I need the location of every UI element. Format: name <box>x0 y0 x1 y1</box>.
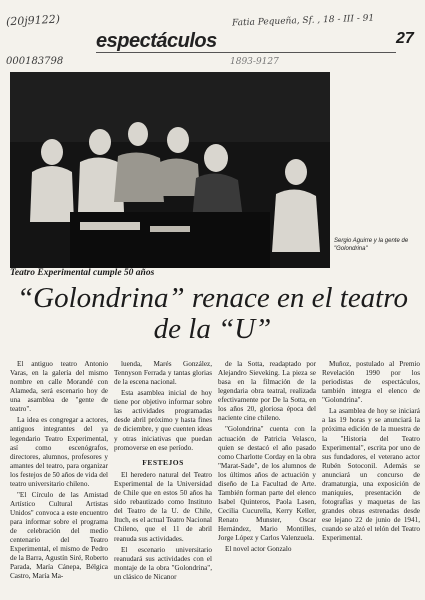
paragraph: Muñoz, postulado al Premio Revelación 1990 por los periodistas de espectáculos, también integra el elenco de "Golondrina". <box>322 360 420 405</box>
handwritten-reference: (20j9122) <box>5 12 61 29</box>
archive-stamp: 1893-9127 <box>230 57 279 67</box>
article-column-1 <box>10 360 108 596</box>
group-photo <box>10 72 330 268</box>
paragraph: "Golondrina" cuenta con la actuación de Patricia Velasco, quien se destacó el año pasado como Charlotte Corday en la obra "Marat-Sade", de los alumnos de los últimos años de actuación y diseño de La Facultad de Arte. También forman parte del elenco Isabel Quinteros, Paola Lasen, Cecilia Cucurella, Kerry Keller, Renato Munster, Oscar Hernández, Mario Montilles, Jorge López y Carlos Valenzuela. <box>218 425 316 543</box>
paragraph: El novel actor Gonzalo <box>225 545 292 554</box>
paragraph: "El Círculo de las Amistad Artístico Cultural Artistas Unidos" convoca a este encuentro para informar sobre el programa de celebración del medio centenario del Teatro Experimental, el mismo de Pedro de la Barra, Agustín Siré, Roberto Parada, María Cánepa, Bélgica Castro, María Ma- <box>10 490 108 581</box>
archive-code: 000183798 <box>6 56 64 67</box>
photo-side-caption: Sergio Aguirre y la gente de "Golondrina" <box>334 238 409 252</box>
photo-caption: Teatro Experimental cumple 50 años <box>10 268 155 278</box>
photo-illustration <box>10 72 330 268</box>
section-title: espectáculos <box>96 30 217 52</box>
header-rule <box>96 52 396 53</box>
article-column-3 <box>218 360 316 596</box>
paragraph: La asamblea de hoy se iniciará a las 19 horas y se anunciará la próxima edición de la muestra de la "Historia del Teatro Experimental", escrita por uno de sus fundadores, el veterano actor Rubén Sotoconil. Además se anunciará un concurso de dramaturgia, una exposición de maniquíes, presentación de fotografías y maquetas de las grandes obras estrenadas desde ese lejano 22 de junio de 1941, cuando se alzó el telón del Teatro Experimental. <box>322 407 420 543</box>
handwritten-source-note: Fatia Pequeña, Sf. , 18 - III - 91 <box>231 13 375 29</box>
paragraph: La idea es congregar a actores, antiguos integrantes del ya legendario Teatro Experimental, así como escenógrafos, directores, alumnos, profesores y amantes del teatro, para organizar los festejos de 50 años de vida del teatro universitario chileno. <box>10 416 109 488</box>
paragraph: El heredero natural del Teatro Experimental de la Universidad de Chile que en estos 50 años ha sido rebautizado como Instituto del Teatro de la U. de Chile, Ituch, es el actual Teatro Nacional Chileno, que el 11 de abril reanuda sus actividades. <box>114 471 212 543</box>
paragraph: El escenario universitario reanudará sus actividades con el montaje de la obra "Golondrina", un clásico de Nicanor <box>114 545 212 581</box>
paragraph: luenda, Marés González, Tennyson Ferrada y tantas glorias de la escena nacional. <box>114 360 212 387</box>
paragraph: de la Sotta, readaptado por Alejandro Sieveking. La pieza se basa en la filmación de la legendaria obra teatral, realizada efectivamente por De la Sotta, en los años 20, gloriosa época del naciente cine chileno. <box>218 360 316 423</box>
subheading: FESTEJOS <box>142 457 184 467</box>
article-body <box>10 360 420 596</box>
paragraph: Esta asamblea inicial de hoy tiene por objetivo informar sobre las actividades programadas desde abril próximo y hasta fines de diciembre, y que cuenten ideas y otras iniciativas que puedan promoverse en ese período. <box>114 389 212 452</box>
paragraph: El antiguo teatro Antonio Varas, en la galería del mismo nombre en calle Morandé con Alameda, será escenario hoy de una asamblea de "gente de teatro". <box>10 360 108 414</box>
page-number: 27 <box>396 30 414 47</box>
headline: “Golondrina” renace en el teatro de la “U” <box>17 282 408 345</box>
article-column-2 <box>114 360 212 596</box>
article-column-4 <box>322 360 420 596</box>
